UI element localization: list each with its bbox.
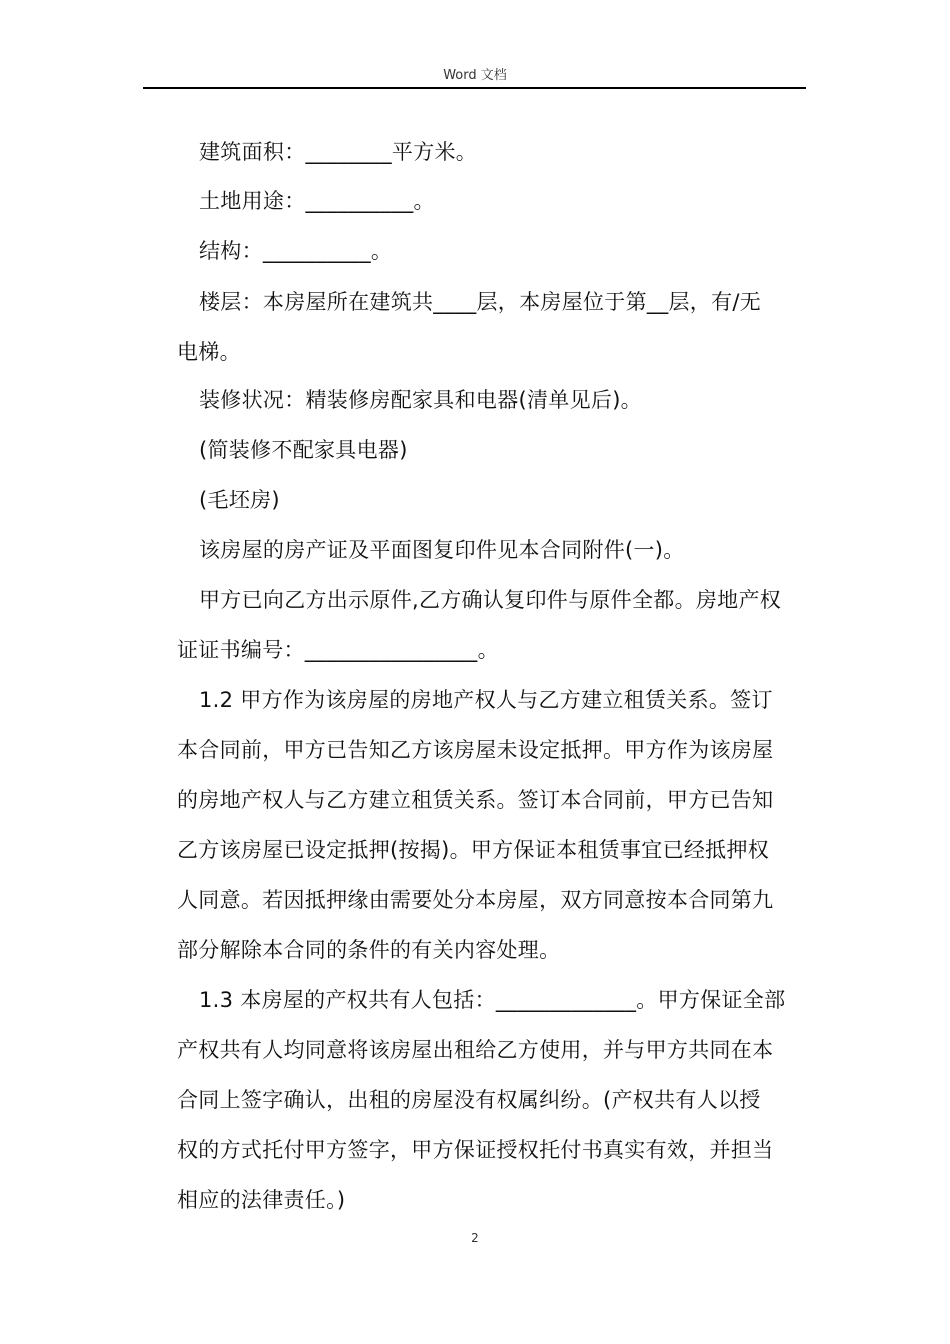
text-line-clause-1-2-cont2: 的房地产权人与乙方建立租赁关系。签订本合同前，甲方已告知: [177, 788, 774, 812]
text-line-clause-1-2-cont5: 部分解除本合同的条件的有关内容处理。: [177, 938, 561, 962]
text-line-clause-1-3-cont3: 权的方式托付甲方签字，甲方保证授权托付书真实有效，并担当: [177, 1138, 774, 1162]
text-line-clause-1-2-cont3: 乙方该房屋已设定抵押(按揭)。甲方保证本租赁事宜已经抵押权: [177, 838, 770, 862]
text-line-floor: 楼层：本房屋所在建筑共____层，本房屋位于第__层，有/无: [199, 290, 762, 314]
text-line-floor-cont: 电梯。: [177, 340, 241, 364]
text-line-clause-1-2: 1.2 甲方作为该房屋的房地产权人与乙方建立租赁关系。签订: [199, 688, 773, 712]
text-line-clause-1-2-cont4: 人同意。若因抵押缘由需要处分本房屋，双方同意按本合同第九: [177, 888, 774, 912]
text-line-clause-1-3-cont1: 产权共有人均同意将该房屋出租给乙方使用，并与甲方共同在本: [177, 1038, 774, 1062]
text-line-attachment: 该房屋的房产证及平面图复印件见本合同附件(一)。: [199, 538, 685, 562]
text-line-land-use: 土地用途：__________。: [199, 189, 435, 213]
text-line-rough-house: (毛坯房): [199, 488, 280, 512]
text-line-decoration: 装修状况：精装修房配家具和电器(清单见后)。: [199, 388, 642, 412]
text-line-clause-1-3: 1.3 本房屋的产权共有人包括：_____________。甲方保证全部: [199, 988, 786, 1012]
page-number: 2: [471, 1231, 479, 1245]
text-line-clause-1-3-cont2: 合同上签字确认，出租的房屋没有权属纠纷。(产权共有人以授: [177, 1088, 761, 1112]
text-line-clause-1-3-cont4: 相应的法律责任。): [177, 1188, 346, 1212]
text-line-simple-decoration: (简装修不配家具电器): [199, 438, 408, 462]
page-header: Word 文档: [443, 68, 507, 83]
text-line-original-shown: 甲方已向乙方出示原件,乙方确认复印件与原件全都。房地产权: [199, 588, 782, 612]
text-line-certificate-number: 证证书编号：________________。: [177, 638, 499, 662]
text-line-clause-1-2-cont1: 本合同前，甲方已告知乙方该房屋未设定抵押。甲方作为该房屋: [177, 738, 774, 762]
header-divider: [143, 87, 806, 89]
text-line-structure: 结构：__________。: [199, 239, 393, 263]
text-line-building-area: 建筑面积：________平方米。: [199, 140, 478, 164]
